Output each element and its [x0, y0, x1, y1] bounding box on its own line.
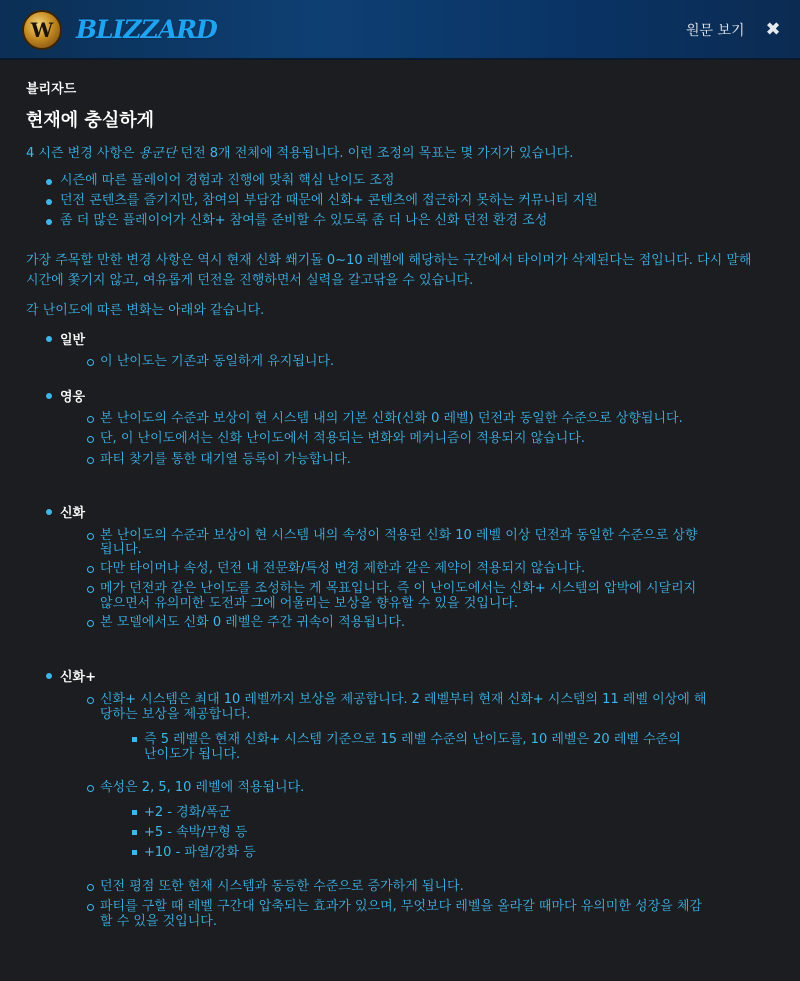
wow-logo-icon: [22, 10, 62, 50]
mythic-plus-item-line: 할 수 있을 것입니다.: [100, 914, 217, 929]
circle-bullet-icon: [87, 586, 94, 593]
site-label: 블리자드: [26, 82, 77, 97]
circle-bullet-icon: [87, 566, 94, 573]
circle-bullet-icon: [87, 904, 94, 911]
category-heroic: 영웅: [60, 390, 86, 405]
intro-emphasis: 용군단: [138, 146, 177, 161]
mythic-plus-sub-line: 난이도가 됩니다.: [144, 747, 241, 762]
category-mythic-plus: 신화+: [60, 670, 97, 685]
bullet-icon: [46, 199, 52, 205]
mythic-item-line: 본 난이도의 수준과 보상이 현 시스템 내의 속성이 적용된 신화 10 레벨 이상 던전과 동일한 수준으로 상향: [100, 528, 698, 543]
square-bullet-icon: [132, 850, 137, 855]
mythic-plus-item-line: 신화+ 시스템은 최대 10 레벨까지 보상을 제공합니다. 2 레벨부터 현재 신화+ 시스템의 11 레벨 이상에 해: [100, 692, 707, 707]
square-bullet-icon: [132, 830, 137, 835]
square-bullet-icon: [132, 737, 137, 742]
circle-bullet-icon: [87, 620, 94, 627]
mythic-item-line: 않으면서 유의미한 도전과 그에 어울리는 보상을 향유할 수 있을 것입니다.: [100, 596, 519, 611]
bullet-icon: [46, 219, 52, 225]
difficulty-intro: 각 난이도에 따른 변화는 아래와 같습니다.: [26, 303, 265, 318]
circle-bullet-icon: [87, 785, 94, 792]
mythic-plus-sub-line: 즉 5 레벨은 현재 신화+ 시스템 기준으로 15 레벨 수준의 난이도를, 10 레벨은 20 레벨 수준의: [144, 732, 681, 747]
circle-bullet-icon: [87, 416, 94, 423]
mythic-plus-item-line: 당하는 보상을 제공합니다.: [100, 707, 251, 722]
affix-item: +10 - 파열/강화 등: [144, 845, 256, 860]
affix-item: +2 - 경화/폭군: [144, 805, 231, 820]
bullet-icon: [46, 673, 52, 679]
blizzard-logo: BLIZZARD: [76, 15, 217, 44]
mythic-item-line: 다만 타이머나 속성, 던전 내 전문화/특성 변경 제한과 같은 제약이 적용되지 않습니다.: [100, 561, 586, 576]
mythic-item-line: 됩니다.: [100, 542, 142, 557]
mythic-item-line: 메가 던전과 같은 난이도를 조성하는 게 목표입니다. 즉 이 난이도에서는 신화+ 시스템의 압박에 시달리지: [100, 581, 697, 596]
mythic-plus-item-line: 속성은 2, 5, 10 레벨에 적용됩니다.: [100, 780, 305, 795]
goal-item: 던전 콘텐츠를 즐기지만, 참여의 부담감 때문에 신화+ 콘텐츠에 접근하지 못하는 커뮤니티 지원: [60, 193, 598, 208]
bullet-icon: [46, 179, 52, 185]
notable-line-2: 시간에 쫓기지 않고, 여유롭게 던전을 진행하면서 실력을 갈고닦을 수 있습니다.: [26, 273, 474, 288]
page-title: 현재에 충실하게: [26, 110, 154, 131]
close-icon[interactable]: ✖: [765, 19, 781, 40]
circle-bullet-icon: [87, 697, 94, 704]
intro-text-end: 던전 8개 전체에 적용됩니다. 이런 조정의 목표는 몇 가지가 있습니다.: [176, 146, 574, 161]
category-normal: 일반: [60, 333, 86, 348]
mythic-item-line: 본 모델에서도 신화 0 레벨은 주간 귀속이 적용됩니다.: [100, 615, 406, 630]
goal-item: 좀 더 많은 플레이어가 신화+ 참여를 준비할 수 있도록 좀 더 나은 신화 던전 환경 조성: [60, 213, 548, 228]
affix-item: +5 - 속박/무형 등: [144, 825, 248, 840]
circle-bullet-icon: [87, 457, 94, 464]
square-bullet-icon: [132, 810, 137, 815]
bullet-icon: [46, 336, 52, 342]
mythic-plus-item-line: 파티를 구할 때 레벨 구간대 압축되는 효과가 있으며, 무엇보다 레벨을 올라갈 때마다 유의미한 성장을 체감: [100, 899, 702, 914]
circle-bullet-icon: [87, 359, 94, 366]
circle-bullet-icon: [87, 884, 94, 891]
notable-line-1: 가장 주목할 만한 변경 사항은 역시 현재 신화 쐐기돌 0~10 레벨에 해당하는 구간에서 타이머가 삭제된다는 점입니다. 다시 말해: [26, 253, 752, 268]
bullet-icon: [46, 393, 52, 399]
heroic-item: 파티 찾기를 통한 대기열 등록이 가능합니다.: [100, 452, 351, 467]
heroic-item: 단, 이 난이도에서는 신화 난이도에서 적용되는 변화와 메커니즘이 적용되지 않습니다.: [100, 431, 585, 446]
circle-bullet-icon: [87, 533, 94, 540]
bullet-icon: [46, 509, 52, 515]
normal-item: 이 난이도는 기존과 동일하게 유지됩니다.: [100, 354, 335, 369]
circle-bullet-icon: [87, 436, 94, 443]
top-bar: [0, 0, 800, 60]
mythic-plus-item-line: 던전 평점 또한 현재 시스템과 동등한 수준으로 증가하게 됩니다.: [100, 879, 464, 894]
view-original-button[interactable]: 원문 보기: [686, 23, 745, 39]
heroic-item: 본 난이도의 수준과 보상이 현 시스템 내의 기본 신화(신화 0 레벨) 던전과 동일한 수준으로 상향됩니다.: [100, 411, 683, 426]
intro-text-start: 4 시즌 변경 사항은: [26, 146, 139, 161]
intro-paragraph: [26, 144, 573, 164]
goal-item: 시즌에 따른 플레이어 경험과 진행에 맞춰 핵심 난이도 조정: [60, 173, 395, 188]
category-mythic: 신화: [60, 506, 86, 521]
